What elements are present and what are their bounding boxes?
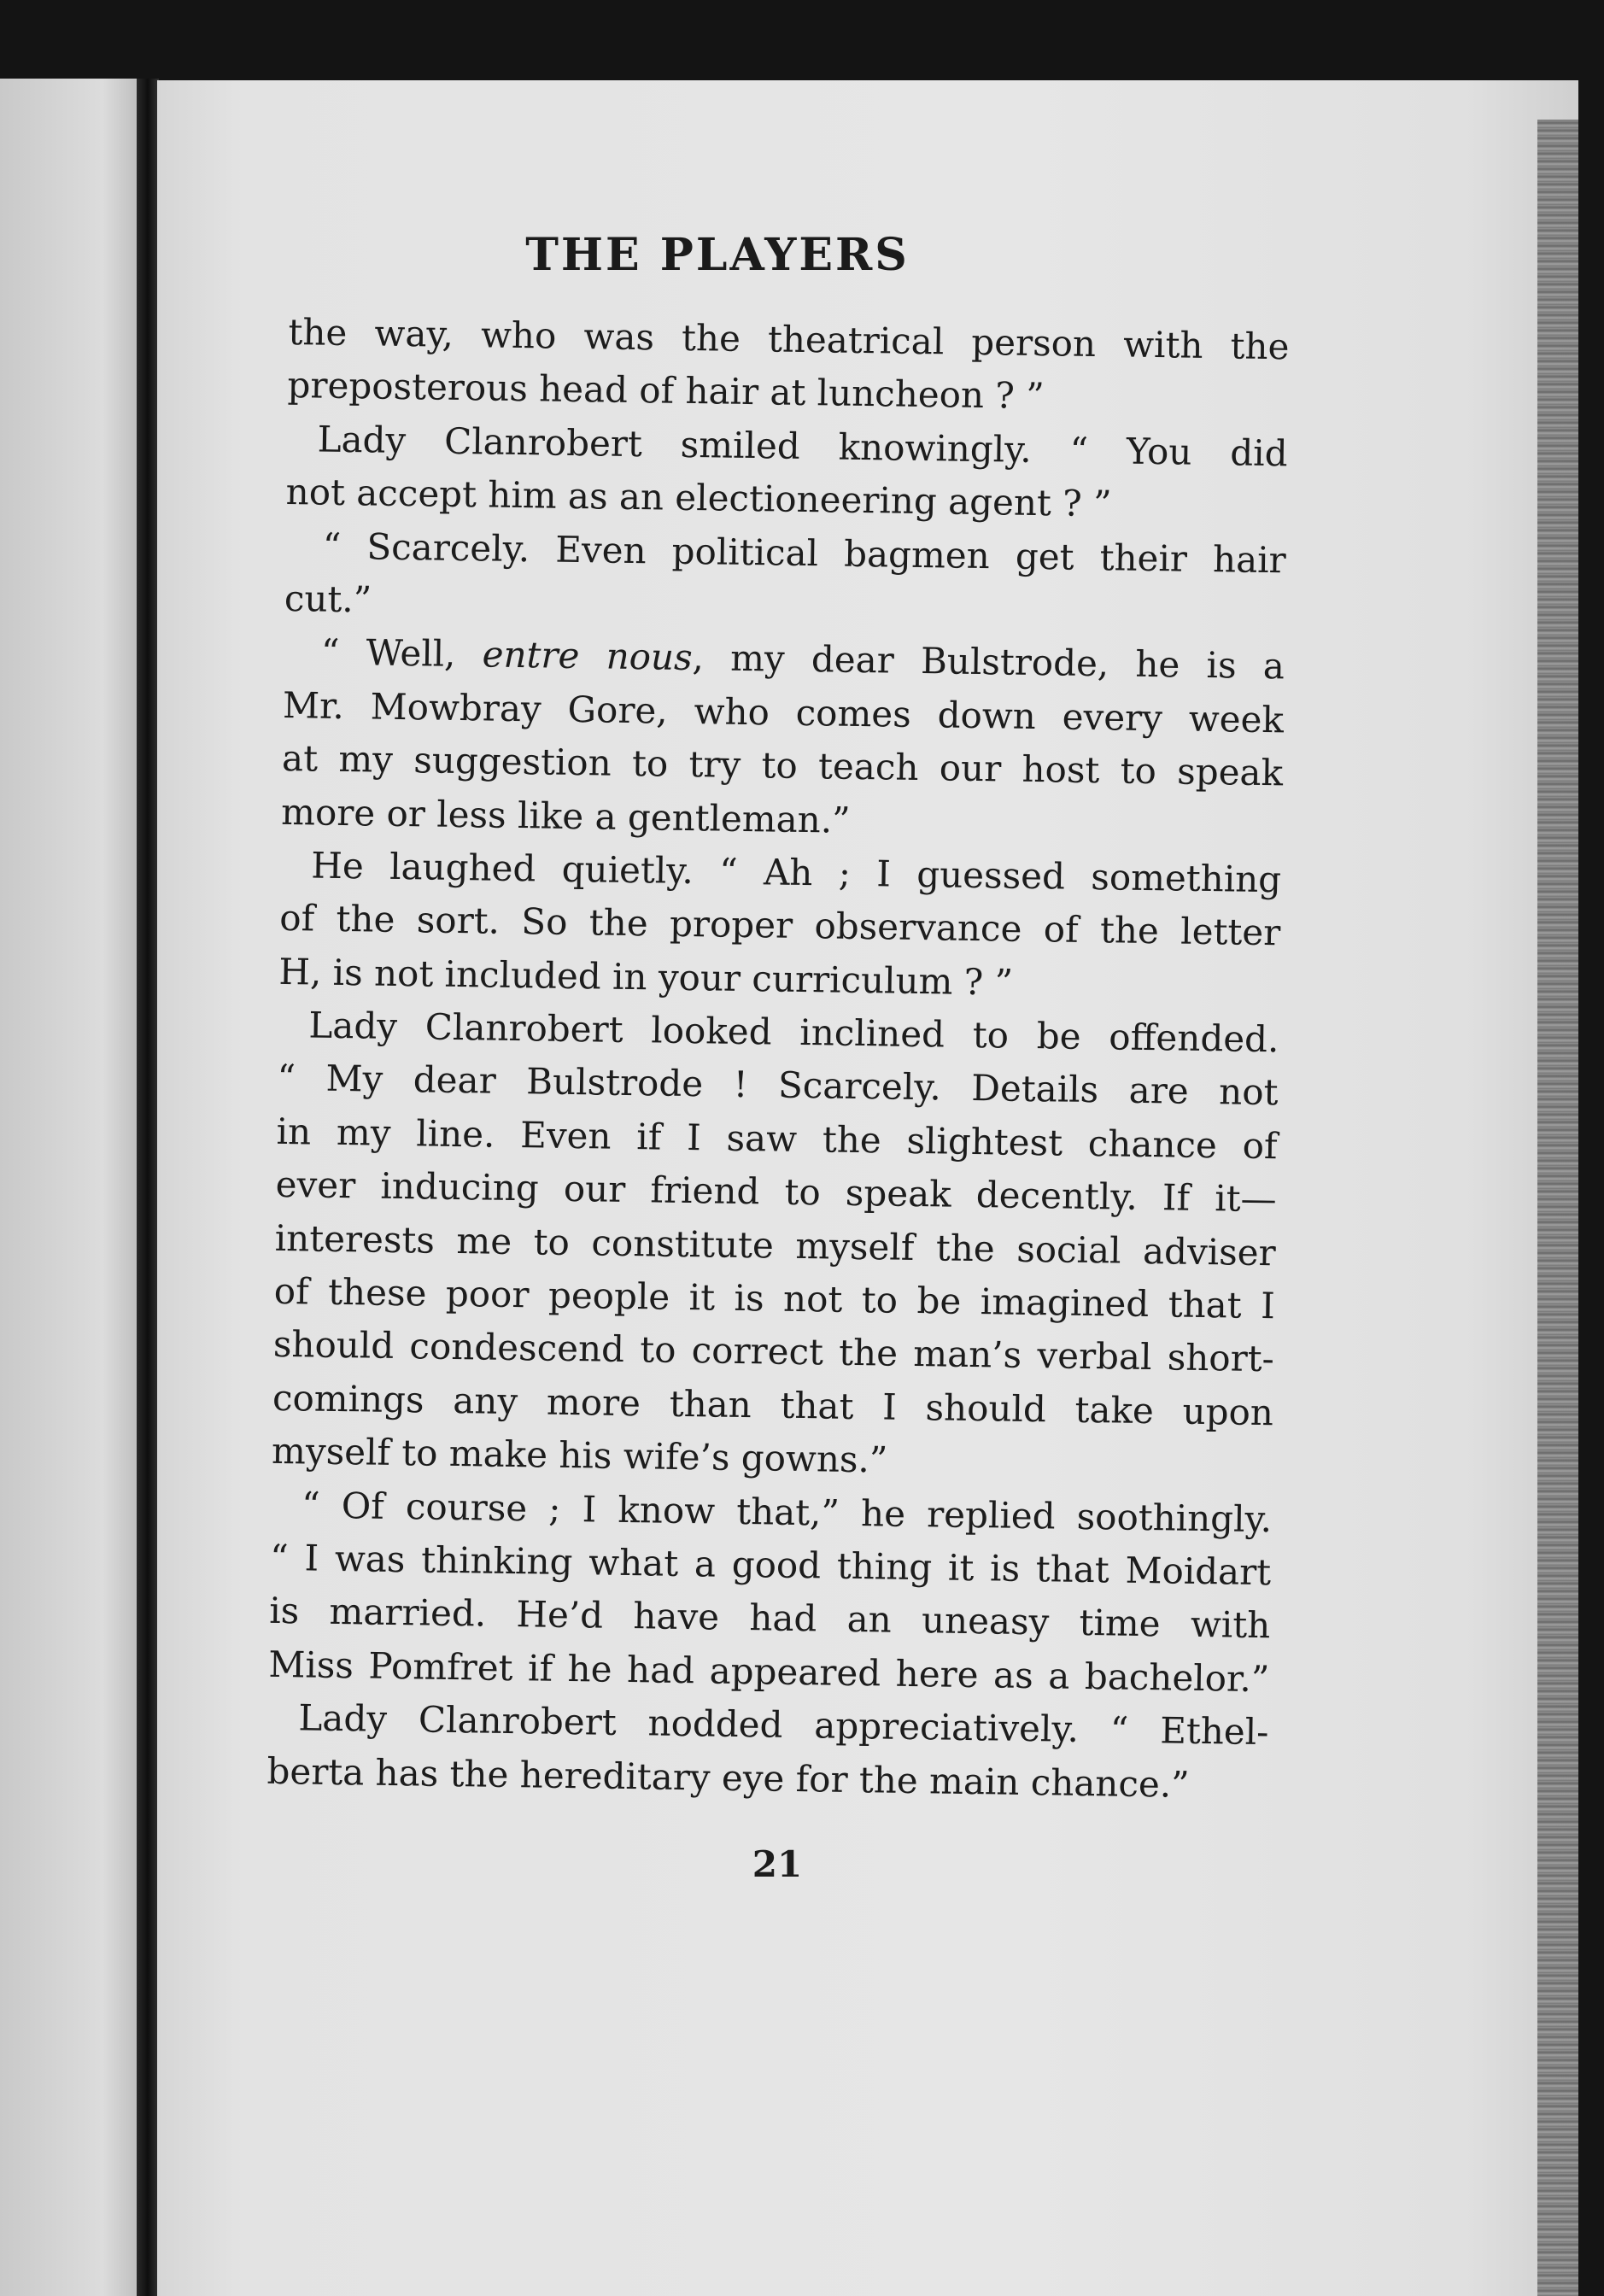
text-line: cut.” [284, 577, 372, 621]
text-line: the way, who was the theatrical person with the [288, 310, 1290, 368]
left-page-margin [0, 79, 147, 2296]
text-line: interests me to constitute myself the social adviser [274, 1216, 1277, 1274]
text-line: berta has the hereditary eye for the main chance.” [266, 1749, 1190, 1806]
book-gutter [137, 79, 159, 2296]
text-line: is married. He’d have had an uneasy time with [268, 1590, 1271, 1647]
text-line: Lady Clanrobert smiled knowingly. “ You did [317, 418, 1288, 475]
text-line: He laughed quietly. “ Ah ; I guessed something [310, 844, 1282, 901]
text-line: comings any more than that I should take upon [272, 1376, 1274, 1434]
text-line: preposterous head of hair at luncheon ? ” [287, 364, 1045, 418]
text-line: “ My dear Bulstrode ! Scarcely. Details are not [277, 1057, 1279, 1114]
text-line: “ I was thinking what a good thing it is that Moidart [269, 1536, 1272, 1594]
text-line: myself to make his wife’s gowns.” [271, 1430, 888, 1481]
text-line: Lady Clanrobert nodded appreciatively. “ Ethel- [298, 1696, 1269, 1754]
text-line: “ Of course ; I know that,” he replied soothingly. [301, 1483, 1273, 1540]
text-line: should condescend to correct the man’s verbal short- [272, 1323, 1275, 1380]
text-line: “ Well, entre nous, my dear Bulstrode, he is a [320, 630, 1285, 688]
text-line: of the sort. So the proper observance of the letter [279, 897, 1281, 954]
body-text [266, 306, 1290, 1813]
text-line: of these poor people it is not to be imagined that I [273, 1269, 1276, 1327]
text-line: H, is not included in your curriculum ? ” [278, 950, 1014, 1004]
text-line: at my suggestion to try to teach our host to speak [281, 737, 1284, 794]
text-line: Miss Pomfret if he had appeared here as a bachelor.” [268, 1643, 1270, 1700]
text-line: “ Scarcely. Even political bagmen get their hair [322, 524, 1287, 581]
running-head: THE PLAYERS [525, 229, 910, 281]
text-line: ever inducing our friend to speak decently. If it— [275, 1163, 1277, 1221]
page-number: 21 [752, 1843, 803, 1885]
text-line: Lady Clanrobert looked inclined to be offended. [308, 1004, 1279, 1061]
text-line: not accept him as an electioneering agent ? ” [285, 471, 1112, 525]
text-line: more or less like a gentleman.” [280, 790, 851, 841]
page-edge [1537, 120, 1578, 2296]
text-line: Mr. Mowbray Gore, who comes down every week [282, 683, 1285, 741]
text-line: in my line. Even if I saw the slightest chance of [276, 1110, 1278, 1168]
